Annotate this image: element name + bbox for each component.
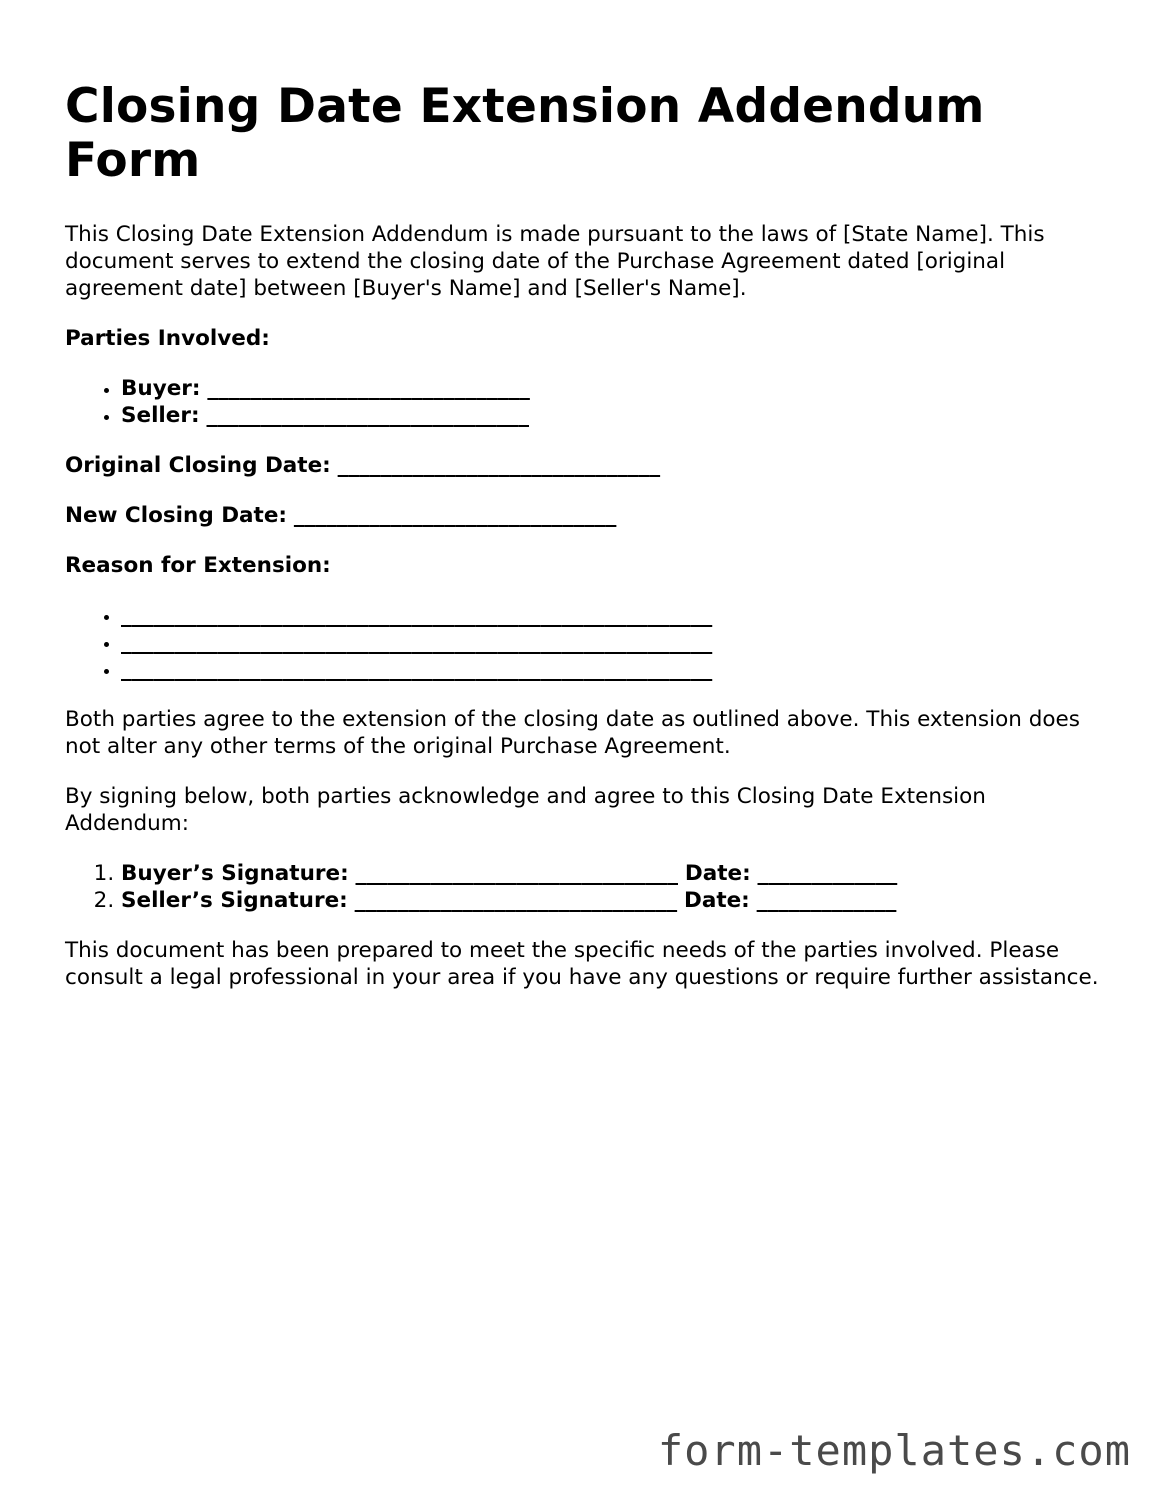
buyer-signature-field[interactable]: ______________________________ (355, 861, 679, 886)
new-closing-date-label: New Closing Date: (65, 503, 288, 528)
reason-field-3[interactable]: _______________________________________________________ (121, 657, 713, 682)
signature-list (65, 860, 1105, 914)
agreement-paragraph: Both parties agree to the extension of the closing date as outlined above. This extension does not alter any other terms of the original Purchase Agreement. (65, 707, 1080, 759)
document-page (65, 80, 1105, 1014)
reason-line-1 (121, 602, 1105, 629)
seller-signature-field[interactable]: ______________________________ (354, 888, 678, 913)
reason-list (65, 602, 1105, 683)
original-closing-date-row (65, 452, 1105, 479)
reason-field-2[interactable]: _______________________________________________________ (121, 630, 713, 655)
seller-item (121, 402, 1105, 429)
watermark-text: form-templates.com (657, 1426, 1131, 1475)
seller-label: Seller: (121, 403, 200, 428)
buyer-label: Buyer: (121, 376, 201, 401)
reason-line-3 (121, 656, 1105, 683)
buyer-signature-item (121, 860, 1105, 887)
closing-note-paragraph: This document has been prepared to meet the specific needs of the parties involved. Please consult a legal professional in your area if you have any questions or require further assistance. (65, 938, 1099, 990)
seller-date-field[interactable]: _____________ (756, 888, 897, 913)
document-title: Closing Date Extension Addendum Form (65, 79, 985, 188)
new-closing-date-field[interactable]: ______________________________ (293, 503, 617, 528)
buyer-date-field[interactable]: _____________ (757, 861, 898, 886)
reason-field-1[interactable]: _______________________________________________________ (121, 603, 713, 628)
buyer-item (121, 375, 1105, 402)
seller-signature-item (121, 887, 1105, 914)
signing-paragraph: By signing below, both parties acknowledge and agree to this Closing Date Extension Addendum: (65, 784, 986, 836)
parties-list (65, 375, 1105, 429)
parties-heading: Parties Involved: (65, 326, 270, 351)
original-closing-date-label: Original Closing Date: (65, 453, 331, 478)
seller-date-label: Date: (683, 888, 750, 913)
original-closing-date-field[interactable]: ______________________________ (337, 453, 661, 478)
seller-name-field[interactable]: ______________________________ (206, 403, 529, 428)
buyer-date-label: Date: (684, 861, 751, 886)
intro-paragraph: This Closing Date Extension Addendum is made pursuant to the laws of [State Name]. This document serves to extend the closing date of the Purchase Agreement dated [original agreement date] between [Buyer's Name] and [Seller's Name]. (65, 222, 1045, 301)
reason-heading: Reason for Extension: (65, 553, 331, 578)
new-closing-date-row (65, 502, 1105, 529)
seller-signature-label: Seller’s Signature: (121, 888, 348, 913)
buyer-name-field[interactable]: ______________________________ (207, 376, 530, 401)
buyer-signature-label: Buyer’s Signature: (121, 861, 349, 886)
reason-line-2 (121, 629, 1105, 656)
